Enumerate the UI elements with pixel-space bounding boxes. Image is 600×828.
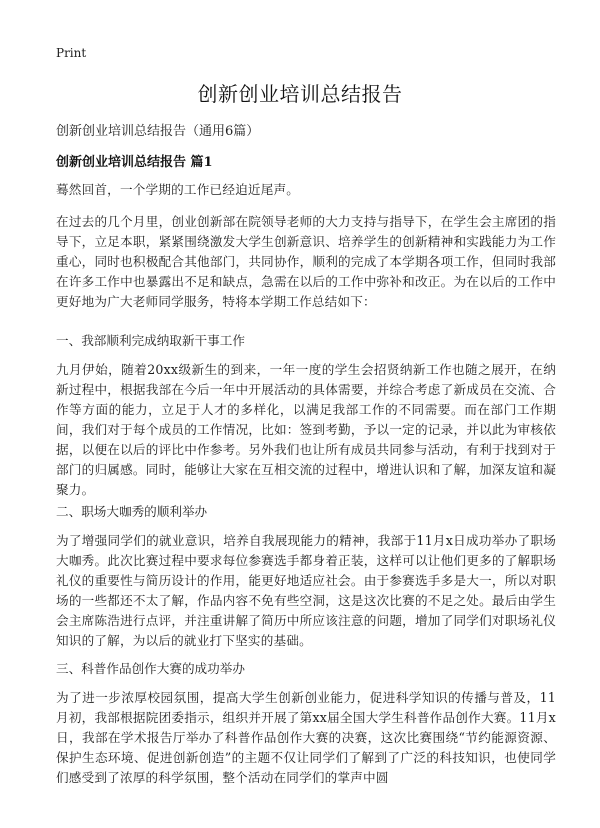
paragraph-1: 在过去的几个月里，创业创新部在院领导老师的大力支持与指导下，在学生会主席团的指导下，立足本职，紧紧围绕激发大学生创新意识、培养学生的创新精神和实践能力为工作重心，同时也积极配合其他部门，共同协作，顺利的完成了本学期各项工作，但同时我部在许多工作中也暴露出不足和缺点，急需在以后的工作中弥补和改正。为在以后的工作中更好地为广大老师同学服务，特将本学期工作总结如下： <box>56 214 556 309</box>
print-link[interactable]: Print <box>56 46 87 60</box>
heading-1: 一、我部顺利完成纳取新干事工作 <box>56 333 245 348</box>
page-title: 创新创业培训总结报告 <box>197 82 403 106</box>
section-title: 创新创业培训总结报告 篇1 <box>56 155 213 170</box>
paragraph-2: 九月伊始，随着20xx级新生的到来，一年一度的学生会招贤纳新工作也随之展开，在纳新过程中，根据我部在今后一年中开展活动的具体需要，并综合考虑了新成员在交流、合作等方面的能力，立足于人才的多样化，以满足我部工作的不同需要。而在部门工作期间，我们对于每个成员的工作情况，比如：签到考勤，予以一定的记录，并以此为审核依据，以便在以后的评比中作参考。另外我们也让所有成员共同参与活动，有利于找到对于部门的归属感。同时，能够让大家在互相交流的过程中，增进认识和了解，加深友谊和凝聚力。 <box>56 362 556 497</box>
paragraph-3: 为了增强同学们的就业意识，培养自我展现能力的精神，我部于11月x日成功举办了职场大咖秀。此次比赛过程中要求每位参赛选手都身着正装，这样可以让他们更多的了解职场礼仪的重要性与简历设计的作用，能更好地适应社会。由于参赛选手多是大一，所以对职场的一些都还不太了解，作品内容不免有些空洞，这是这次比赛的不足之处。最后由学生会主席陈浩进行点评，并注重讲解了简历中所应该注意的问题，增加了同学们对职场礼仪知识的了解，为以后的就业打下坚实的基础。 <box>56 533 556 648</box>
document-subtitle: 创新创业培训总结报告（通用6篇） <box>56 124 260 139</box>
heading-2: 二、职场大咖秀的顺利举办 <box>56 504 208 519</box>
heading-3: 三、科普作品创作大赛的成功举办 <box>56 661 245 676</box>
intro-paragraph: 蓦然回首，一个学期的工作已经迫近尾声。 <box>56 182 300 197</box>
paragraph-4: 为了进一步浓厚校园氛围，提高大学生创新创业能力，促进科学知识的传播与普及，11月初，我部根据院团委指示，组织并开展了第xx届全国大学生科普作品创作大赛。11月x日，我部在学术报告厅举办了科普作品创作大赛的决赛，这次比赛围绕“节约能源资源、保护生态环境、促进创新创造”的主题不仅让同学们了解到了广泛的科技知识，也使同学们感受到了浓厚的科学氛围，整个活动在同学们的掌声中圆 <box>56 690 556 785</box>
